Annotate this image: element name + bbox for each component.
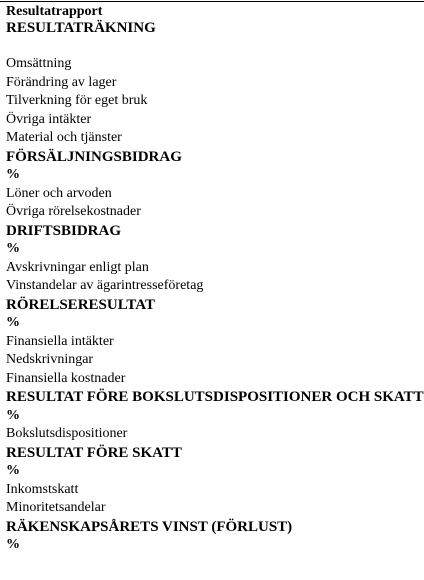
line-item-finansiella-kostnader: Finansiella kostnader — [6, 370, 126, 386]
line-item-finansiella-intakter: Finansiella intäkter — [6, 333, 114, 349]
line-items-group — [6, 55, 424, 555]
line-item-vinstandelar: Vinstandelar av ägarintresseföretag — [6, 278, 204, 293]
report-title: Resultatrapport — [6, 4, 103, 19]
top-divider — [0, 1, 424, 2]
subtotal-rakenskapsarets-vinst: RÄKENSKAPSÅRETS VINST (FÖRLUST) — [6, 518, 293, 535]
line-item-avskrivningar: Avskrivningar enligt plan — [6, 259, 149, 275]
subtotal-forsaljningsbidrag: FÖRSÄLJNINGSBIDRAG — [6, 148, 182, 165]
subtotal-driftsbidrag: DRIFTSBIDRAG — [6, 222, 122, 239]
line-item-omsattning: Omsättning — [6, 56, 72, 71]
percent-label: % — [6, 463, 20, 478]
income-statement — [6, 4, 424, 555]
subtotal-resultat-fore-bokslutsdispositioner: RESULTAT FÖRE BOKSLUTSDISPOSITIONER OCH SKATT — [6, 389, 424, 405]
percent-label: % — [6, 315, 20, 330]
line-item-loner-och-arvoden: Löner och arvoden — [6, 185, 112, 201]
percent-label: % — [6, 241, 20, 256]
line-item-forandring-av-lager: Förändring av lager — [6, 74, 117, 90]
line-item-ovriga-intakter: Övriga intäkter — [6, 111, 92, 127]
subtotal-resultat-fore-skatt: RESULTAT FÖRE SKATT — [6, 444, 182, 461]
section-heading: RESULTATRÄKNING — [6, 20, 156, 36]
line-item-bokslutsdispositioner: Bokslutsdispositioner — [6, 426, 128, 441]
line-item-nedskrivningar: Nedskrivningar — [6, 352, 94, 367]
percent-label: % — [6, 407, 20, 423]
line-item-material-och-tjanster: Material och tjänster — [6, 130, 122, 145]
line-item-tillverkning: Tilverkning för eget bruk — [6, 93, 148, 108]
line-item-inkomstskatt: Inkomstskatt — [6, 481, 79, 497]
line-item-ovriga-rorelsekostnader: Övriga rörelsekostnader — [6, 204, 141, 219]
line-item-minoritetsandelar: Minoritetsandelar — [6, 500, 106, 515]
subtotal-rorelseresultat: RÖRELSERESULTAT — [6, 296, 155, 313]
percent-label: % — [6, 167, 20, 182]
percent-label: % — [6, 537, 20, 552]
